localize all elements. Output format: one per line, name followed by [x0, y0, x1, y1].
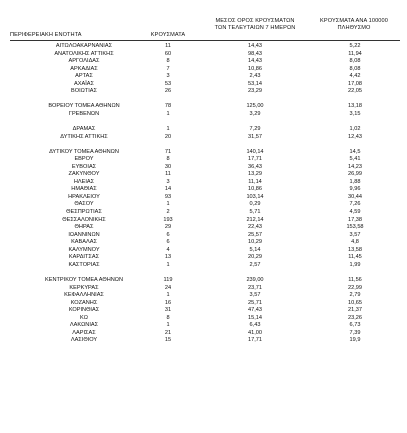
- row-seven-day-average: 22,43: [248, 224, 262, 231]
- table-row: [10, 43, 400, 51]
- row-cases: 13: [164, 254, 172, 261]
- row-cases: 3: [166, 73, 170, 80]
- row-cases-per-100k: 10,65: [348, 299, 362, 306]
- table-row: [10, 164, 400, 172]
- row-cases-per-100k: 1,02: [349, 126, 361, 133]
- row-region: ΕΒΡΟΥ: [74, 156, 94, 163]
- row-cases: 14: [164, 186, 172, 193]
- table-row: [10, 330, 400, 338]
- row-cases-per-100k: 1,99: [349, 261, 361, 268]
- row-cases: 60: [164, 50, 172, 57]
- row-region: ΒΟΡΕΙΟΥ ΤΟΜΕΑ ΑΘΗΝΩΝ: [48, 103, 120, 110]
- row-region: ΔΡΑΜΑΣ: [72, 126, 96, 133]
- row-cases-per-100k: 3,15: [349, 110, 361, 117]
- row-cases-per-100k: 5,22: [349, 43, 361, 49]
- row-region: ΗΡΑΚΛΕΙΟΥ: [68, 193, 100, 200]
- table-spacer-row: [10, 96, 400, 104]
- row-seven-day-average: 239,00: [246, 276, 264, 283]
- table-row: [10, 88, 400, 96]
- row-seven-day-average: 2,43: [249, 73, 261, 80]
- row-cases-per-100k: 19,9: [349, 337, 361, 344]
- row-cases-per-100k: 13,58: [348, 246, 362, 253]
- row-seven-day-average: 6,43: [249, 322, 261, 329]
- header-avg-line-2: ΤΩΝ ΤΕΛΕΥΤΑΙΩΝ 7 ΗΜΕΡΩΝ: [214, 25, 296, 31]
- row-cases-per-100k: 4,59: [349, 209, 361, 216]
- row-cases: 1: [166, 292, 170, 299]
- table-row: [10, 277, 400, 285]
- row-seven-day-average: 23,29: [248, 88, 262, 95]
- row-cases: 1: [166, 110, 170, 117]
- row-seven-day-average: 212,14: [246, 216, 264, 223]
- row-cases-per-100k: 21,37: [348, 307, 362, 314]
- row-cases-per-100k: 12,43: [348, 133, 362, 140]
- row-seven-day-average: 10,86: [248, 186, 262, 193]
- row-cases-per-100k: 8,08: [349, 65, 361, 72]
- row-region: ΚΕΡΚΥΡΑΣ: [69, 284, 99, 291]
- row-seven-day-average: 15,14: [248, 314, 262, 321]
- row-cases-per-100k: 11,56: [348, 276, 362, 283]
- row-cases: 1: [166, 261, 170, 268]
- row-seven-day-average: 53,14: [248, 80, 262, 87]
- row-seven-day-average: 0,29: [249, 201, 261, 208]
- row-region: ΚΕΝΤΡΙΚΟΥ ΤΟΜΕΑ ΑΘΗΝΩΝ: [44, 276, 123, 283]
- row-seven-day-average: 7,29: [249, 126, 261, 133]
- row-cases: 78: [164, 103, 172, 110]
- table-row: [10, 111, 400, 119]
- row-region: ΕΥΒΟΙΑΣ: [71, 163, 97, 170]
- row-cases: 2: [166, 209, 170, 216]
- row-seven-day-average: 140,14: [246, 148, 264, 155]
- row-cases: 29: [164, 224, 172, 231]
- row-cases: 4: [166, 246, 170, 253]
- row-cases-per-100k: 17,38: [348, 216, 362, 223]
- table-row: [10, 307, 400, 315]
- row-cases-per-100k: 9,96: [349, 186, 361, 193]
- table-row: [10, 58, 400, 66]
- row-cases: 3: [166, 178, 170, 185]
- row-cases: 20: [164, 133, 172, 140]
- header-divider: [10, 40, 400, 41]
- row-cases: 24: [164, 284, 172, 291]
- row-seven-day-average: 5,71: [249, 209, 261, 216]
- row-region: ΚΟΖΑΝΗΣ: [70, 299, 98, 306]
- row-region: ΛΑΚΩΝΙΑΣ: [69, 322, 99, 329]
- row-region: ΚΟΡΙΝΘΙΑΣ: [68, 307, 100, 314]
- row-region: ΑΙΤΩΛΟΑΚΑΡΝΑΝΙΑΣ: [55, 43, 113, 49]
- table-row: [10, 126, 400, 134]
- row-cases: 16: [164, 299, 172, 306]
- row-seven-day-average: 36,43: [248, 163, 262, 170]
- row-cases-per-100k: 22,05: [348, 88, 362, 95]
- table-row: [10, 224, 400, 232]
- row-seven-day-average: 14,43: [248, 43, 262, 49]
- row-cases: 6: [166, 239, 170, 246]
- row-cases-per-100k: 3,57: [349, 231, 361, 238]
- row-region: ΑΡΚΑΔΙΑΣ: [70, 65, 98, 72]
- table-row: [10, 292, 400, 300]
- row-cases-per-100k: 13,18: [348, 103, 362, 110]
- table-row: [10, 201, 400, 209]
- row-cases: 71: [164, 148, 172, 155]
- table-row: [10, 156, 400, 164]
- row-seven-day-average: 25,71: [248, 299, 262, 306]
- row-seven-day-average: 47,43: [248, 307, 262, 314]
- table-row: [10, 217, 400, 225]
- row-region: ΘΗΡΑΣ: [74, 224, 94, 231]
- row-seven-day-average: 10,86: [248, 65, 262, 72]
- header-seven-day-average: [205, 18, 305, 32]
- row-region: ΔΥΤΙΚΟΥ ΤΟΜΕΑ ΑΘΗΝΩΝ: [49, 148, 119, 155]
- row-cases: 15: [164, 337, 172, 344]
- row-seven-day-average: 10,29: [248, 239, 262, 246]
- row-seven-day-average: 23,71: [248, 284, 262, 291]
- header-per-line-2: ΠΛΗΘΥΣΜΟ: [337, 25, 371, 31]
- table-spacer-row: [10, 118, 400, 126]
- row-region: ΗΛΕΙΑΣ: [73, 178, 95, 185]
- row-seven-day-average: 98,43: [248, 50, 262, 57]
- row-cases: 93: [164, 193, 172, 200]
- row-region: ΔΥΤΙΚΗΣ ΑΤΤΙΚΗΣ: [60, 133, 108, 140]
- table-row: [10, 149, 400, 157]
- header-avg-line-1: ΜΕΣΟΣ ΟΡΟΣ ΚΡΟΥΣΜΑΤΩΝ: [215, 18, 295, 24]
- header-region: ΠΕΡΙΦΕΡΕΙΑΚΗ ΕΝΟΤΗΤΑ: [10, 32, 82, 38]
- row-cases-per-100k: 7,26: [349, 201, 361, 208]
- row-cases-per-100k: 30,44: [348, 193, 362, 200]
- table-row: [10, 322, 400, 330]
- table-spacer-row: [10, 269, 400, 277]
- header-per-line-1: ΚΡΟΥΣΜΑΤΑ ΑΝΑ 100000: [320, 18, 388, 24]
- row-cases-per-100k: 153,58: [346, 224, 364, 231]
- row-seven-day-average: 13,29: [248, 171, 262, 178]
- row-cases-per-100k: 14,23: [348, 163, 362, 170]
- table-row: [10, 134, 400, 142]
- row-cases-per-100k: 2,79: [349, 292, 361, 299]
- table-row: [10, 194, 400, 202]
- row-cases-per-100k: 4,42: [349, 73, 361, 80]
- row-seven-day-average: 31,57: [248, 133, 262, 140]
- row-seven-day-average: 25,57: [248, 231, 262, 238]
- table-row: [10, 232, 400, 240]
- table-row: [10, 262, 400, 270]
- table-row: [10, 315, 400, 323]
- table-row: [10, 103, 400, 111]
- row-region: ΖΑΚΥΝΘΟΥ: [68, 171, 100, 178]
- row-cases-per-100k: 8,08: [349, 58, 361, 65]
- row-cases: 26: [164, 88, 172, 95]
- row-region: ΒΟΙΩΤΙΑΣ: [71, 88, 97, 95]
- row-cases: 8: [166, 58, 170, 65]
- table-row: [10, 73, 400, 81]
- row-cases-per-100k: 7,39: [349, 329, 361, 336]
- table-row: [10, 51, 400, 59]
- table-spacer-row: [10, 141, 400, 149]
- table-row: [10, 209, 400, 217]
- row-region: ΚΑΡΔΙΤΣΑΣ: [68, 254, 100, 261]
- row-cases: 11: [165, 171, 171, 178]
- row-seven-day-average: 17,71: [248, 156, 262, 163]
- row-seven-day-average: 2,57: [249, 261, 261, 268]
- row-cases: 1: [166, 126, 170, 133]
- row-cases-per-100k: 5,41: [349, 156, 361, 163]
- table-body: [10, 43, 400, 345]
- row-region: ΛΑΣΙΘΙΟΥ: [70, 337, 98, 344]
- row-cases: 119: [163, 276, 173, 283]
- row-cases-per-100k: 22,99: [348, 284, 362, 291]
- row-cases: 6: [166, 231, 170, 238]
- row-seven-day-average: 17,71: [248, 337, 262, 344]
- table-row: [10, 81, 400, 89]
- row-cases: 31: [164, 307, 172, 314]
- row-cases-per-100k: 6,73: [349, 322, 361, 329]
- table-row: [10, 171, 400, 179]
- row-cases-per-100k: 14,5: [349, 148, 361, 155]
- row-seven-day-average: 3,29: [249, 110, 261, 117]
- row-seven-day-average: 103,14: [246, 193, 264, 200]
- table-row: [10, 285, 400, 293]
- row-cases: 21: [164, 329, 172, 336]
- row-cases: 1: [166, 322, 170, 329]
- row-seven-day-average: 3,57: [249, 292, 261, 299]
- row-seven-day-average: 125,00: [246, 103, 264, 110]
- row-seven-day-average: 11,14: [248, 178, 262, 185]
- row-region: ΚΑΣΤΟΡΙΑΣ: [68, 261, 100, 268]
- row-cases: 53: [164, 80, 172, 87]
- row-region: ΚΩ: [80, 314, 88, 321]
- row-region: ΑΧΑΪΑΣ: [74, 80, 94, 87]
- row-cases-per-100k: 11,94: [348, 50, 362, 57]
- row-cases: 30: [164, 163, 172, 170]
- row-cases-per-100k: 4,8: [351, 239, 359, 246]
- row-region: ΚΑΛΥΜΝΟΥ: [68, 246, 100, 253]
- row-cases-per-100k: 11,45: [348, 254, 362, 261]
- row-cases-per-100k: 1,88: [349, 178, 361, 185]
- table-row: [10, 300, 400, 308]
- row-cases: 8: [166, 156, 170, 163]
- row-region: ΑΡΤΑΣ: [75, 73, 93, 80]
- table-row: [10, 66, 400, 74]
- row-cases: 11: [165, 43, 171, 49]
- row-cases: 193: [163, 216, 173, 223]
- row-cases-per-100k: 17,08: [348, 80, 362, 87]
- table-row: [10, 179, 400, 187]
- table-row: [10, 247, 400, 255]
- row-cases: 8: [166, 314, 170, 321]
- header-cases-per-100k: [307, 18, 401, 32]
- row-region: ΑΡΓΟΛΙΔΑΣ: [68, 58, 100, 65]
- row-cases-per-100k: 26,99: [348, 171, 362, 178]
- row-seven-day-average: 41,00: [248, 329, 262, 336]
- table-row: [10, 254, 400, 262]
- row-region: ΚΕΦΑΛΛΗΝΙΑΣ: [64, 292, 104, 299]
- table-row: [10, 239, 400, 247]
- row-region: ΑΝΑΤΟΛΙΚΗΣ ΑΤΤΙΚΗΣ: [54, 50, 114, 57]
- row-region: ΗΜΑΘΙΑΣ: [71, 186, 97, 193]
- row-seven-day-average: 20,29: [248, 254, 262, 261]
- header-cases: ΚΡΟΥΣΜΑΤΑ: [150, 32, 186, 38]
- row-region: ΘΕΣΣΑΛΟΝΙΚΗΣ: [62, 216, 106, 223]
- row-seven-day-average: 5,14: [249, 246, 261, 253]
- table-row: [10, 186, 400, 194]
- row-region: ΓΡΕΒΕΝΩΝ: [68, 110, 100, 117]
- table-row: [10, 337, 400, 345]
- row-region: ΙΩΑΝΝΙΝΩΝ: [68, 231, 100, 238]
- row-cases: 1: [166, 201, 170, 208]
- row-region: ΘΑΣΟΥ: [74, 201, 94, 208]
- row-cases: 7: [166, 65, 170, 72]
- row-seven-day-average: 14,43: [248, 58, 262, 65]
- row-region: ΚΑΒΑΛΑΣ: [71, 239, 97, 246]
- row-region: ΘΕΣΠΡΩΤΙΑΣ: [66, 209, 102, 216]
- row-region: ΛΑΡΙΣΑΣ: [72, 329, 96, 336]
- row-cases-per-100k: 23,26: [348, 314, 362, 321]
